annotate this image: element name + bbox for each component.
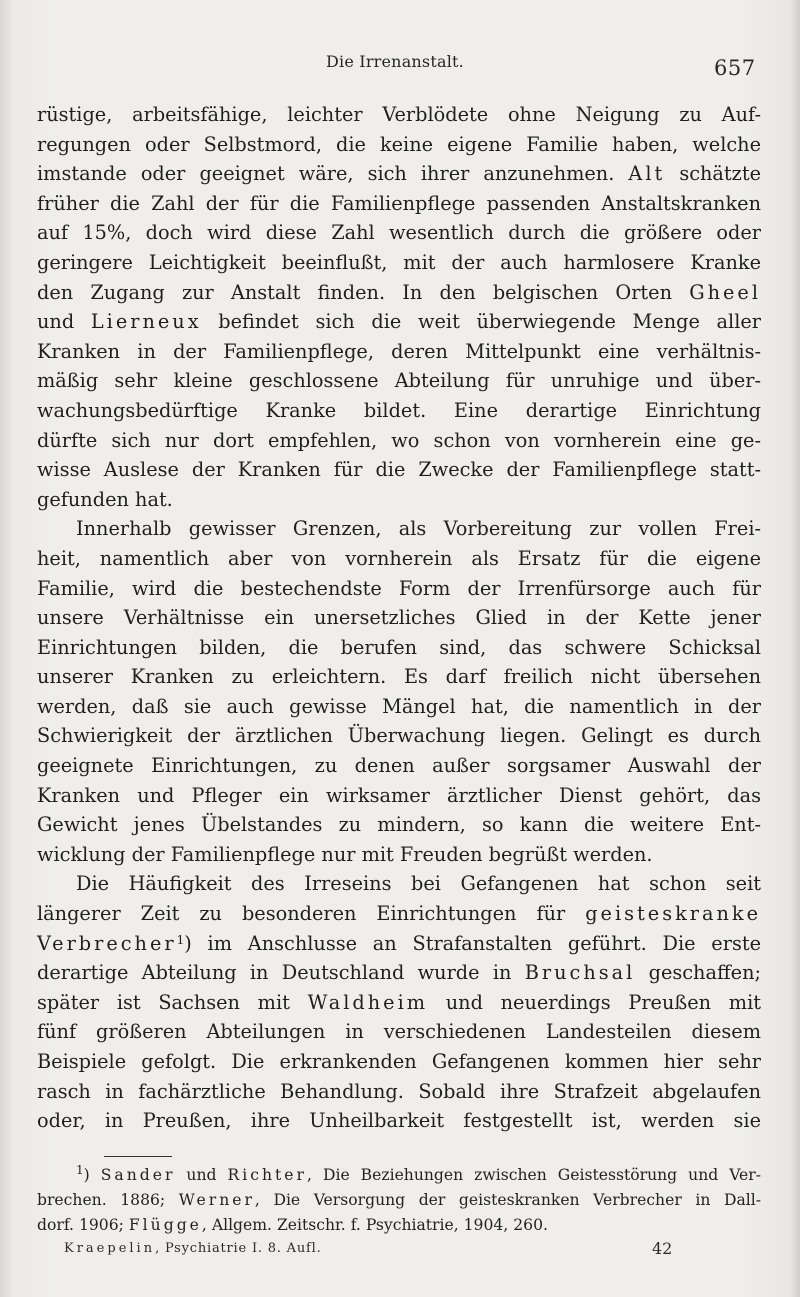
text-run: Innerhalb gewisser Grenzen, als Vorbereitung zur vollen Frei- (76, 517, 761, 541)
text-run: Einrichtungen bilden, die berufen sind, das schwere Schicksal (37, 635, 761, 659)
text-line (37, 396, 761, 426)
text-run: brechen. 1886; (37, 1191, 179, 1209)
text-run: dorf. 1906; (37, 1216, 129, 1234)
text-run: , Die Beziehungen zwischen Geistesstörung und Ver- (306, 1166, 762, 1184)
spaced-name: Richter (227, 1166, 307, 1184)
text-line (37, 840, 761, 870)
text-run: oder, in Preußen, ihre Unheilbarkeit festgestellt ist, werden sie (37, 1109, 761, 1133)
text-run: und (37, 310, 91, 334)
text-run: gefunden hat. (37, 487, 173, 511)
spaced-name: Waldheim (307, 990, 429, 1014)
paragraph (37, 514, 761, 869)
footnote (37, 1163, 761, 1238)
running-title: Die Irrenanstalt. (326, 52, 464, 71)
text-line (37, 1017, 761, 1047)
text-run: später ist Sachsen mit (37, 990, 308, 1014)
text-line (37, 455, 761, 485)
page-number: 657 (714, 56, 756, 80)
text-line (37, 1077, 761, 1107)
text-run: werden, daß sie auch gewisse Mängel hat, die namentlich in der (37, 694, 761, 718)
text-line (37, 278, 761, 308)
text-run: wisse Auslese der Kranken für die Zwecke der Familienpflege statt- (37, 458, 761, 482)
text-run: Kranken und Pfleger ein wirksamer ärztlicher Dienst gehört, das (37, 783, 761, 807)
text-run: ) (83, 1166, 101, 1184)
text-line (37, 248, 761, 278)
text-line (37, 958, 761, 988)
text-run: regungen oder Selbstmord, die keine eigene Familie haben, welche (37, 132, 761, 156)
text-line (37, 633, 761, 663)
text-line (37, 189, 761, 219)
text-line (37, 337, 761, 367)
footnote-separator (104, 1156, 172, 1157)
text-run: unsere Verhältnisse ein unersetzliches Glied in der Kette jener (37, 606, 761, 630)
spaced-name: Werner (178, 1191, 255, 1209)
text-run: geeignete Einrichtungen, zu denen außer sorgsamer Auswahl der (37, 754, 761, 778)
text-run: früher die Zahl der für die Familienpflege passenden Anstaltskranken (37, 191, 761, 215)
text-run: Familie, wird die bestechendste Form der Irrenfürsorge auch für (37, 576, 761, 600)
text-line (37, 485, 761, 515)
text-run: schätzte (665, 162, 761, 186)
text-line (37, 100, 761, 130)
text-line (37, 426, 761, 456)
text-run: und (175, 1166, 228, 1184)
text-line (37, 751, 761, 781)
text-line (37, 721, 761, 751)
text-run: derartige Abteilung in Deutschland wurde in (37, 961, 525, 985)
text-line (37, 1163, 761, 1188)
spaced-name: Sander (100, 1166, 176, 1184)
text-run: imstande oder geeignet wäre, sich ihrer anzunehmen. (37, 162, 629, 186)
spaced-name: Lierneux (90, 310, 202, 334)
text-run: geschaffen; (635, 961, 761, 985)
text-line (37, 1106, 761, 1136)
text-line (37, 988, 761, 1018)
text-run: heit, namentlich aber von vornherein als Ersatz für die eigene (37, 546, 761, 570)
text-run: , Allgem. Zeitschr. f. Psychiatrie, 1904, 260. (201, 1216, 548, 1234)
text-run: auf 15%, doch wird diese Zahl wesentlich durch die größere oder (37, 221, 761, 245)
text-run: befindet sich die weit überwiegende Menge aller (201, 310, 762, 334)
footnotes (37, 1163, 761, 1238)
text-line (37, 159, 761, 189)
text-run: Gewicht jenes Übelstandes zu mindern, so kann die weitere Ent- (37, 813, 761, 837)
text-line (37, 810, 761, 840)
sheet-number: 42 (652, 1239, 673, 1258)
paragraph (37, 869, 761, 1135)
footnote-marker: 1 (176, 932, 185, 947)
text-line (37, 514, 761, 544)
text-run: mäßig sehr kleine geschlossene Abteilung für unruhige und über- (37, 369, 761, 393)
spaced-name: geisteskranke (585, 902, 761, 926)
text-line (37, 1188, 761, 1213)
text-line (37, 544, 761, 574)
text-run: unserer Kranken zu erleichtern. Es darf freilich nicht übersehen (37, 665, 761, 689)
text-line (37, 307, 761, 337)
footnote-marker: 1 (76, 1163, 84, 1177)
text-run: geringere Leichtigkeit beeinflußt, mit der auch harmlosere Kranke (37, 250, 761, 274)
text-line (37, 869, 761, 899)
text-run: Beispiele gefolgt. Die erkrankenden Gefangenen kommen hier sehr (37, 1050, 761, 1073)
text-run: fünf größeren Abteilungen in verschiedenen Landesteilen diesem (37, 1020, 761, 1044)
spaced-name: Verbrecher (37, 931, 177, 955)
text-run: dürfte sich nur dort empfehlen, wo schon von vornherein eine ge- (37, 428, 761, 452)
text-run: Die Häufigkeit des Irreseins bei Gefangenen hat schon seit (76, 872, 761, 896)
signature-rest: , Psychiatrie I. 8. Aufl. (155, 1241, 322, 1256)
text-line (37, 1047, 761, 1077)
text-run: rüstige, arbeitsfähige, leichter Verblödete ohne Neigung zu Auf- (37, 103, 761, 126)
text-line (37, 899, 761, 929)
spaced-name: Bruchsal (524, 961, 636, 985)
text-run: wachungsbedürftige Kranke bildet. Eine derartige Einrichtung (37, 398, 761, 422)
text-line (37, 130, 761, 160)
text-line (37, 662, 761, 692)
text-run: und neuerdings Preußen mit (428, 990, 761, 1014)
signature-author: Kraepelin (64, 1241, 156, 1256)
text-line (37, 781, 761, 811)
text-line (37, 366, 761, 396)
text-run: Schwierigkeit der ärztlichen Überwachung liegen. Gelingt es durch (37, 724, 761, 748)
text-run: Kranken in der Familienpflege, deren Mittelpunkt eine verhältnis- (37, 339, 761, 363)
text-line (37, 692, 761, 722)
signature-line (64, 1241, 322, 1256)
text-line (37, 218, 761, 248)
text-run: , Die Versorgung der geisteskranken Verbrecher in Dall- (254, 1191, 761, 1209)
spaced-name: Gheel (689, 280, 761, 304)
text-line (37, 1213, 761, 1238)
paragraph (37, 100, 761, 514)
text-run: rasch in fachärztliche Behandlung. Sobald ihre Strafzeit abgelaufen (37, 1079, 761, 1103)
text-run: ) im Anschlusse an Strafanstalten geführt. Die erste (184, 931, 761, 955)
text-line (37, 574, 761, 604)
body-text (37, 100, 761, 1136)
text-run: den Zugang zur Anstalt finden. In den belgischen Orten (37, 280, 690, 304)
text-run: wicklung der Familienpflege nur mit Freuden begrüßt werden. (37, 842, 653, 866)
spaced-name: Flügge (128, 1216, 202, 1234)
spaced-name: Alt (628, 162, 666, 186)
text-run: längerer Zeit zu besonderen Einrichtungen für (37, 902, 586, 926)
text-line (37, 929, 761, 959)
text-line (37, 603, 761, 633)
